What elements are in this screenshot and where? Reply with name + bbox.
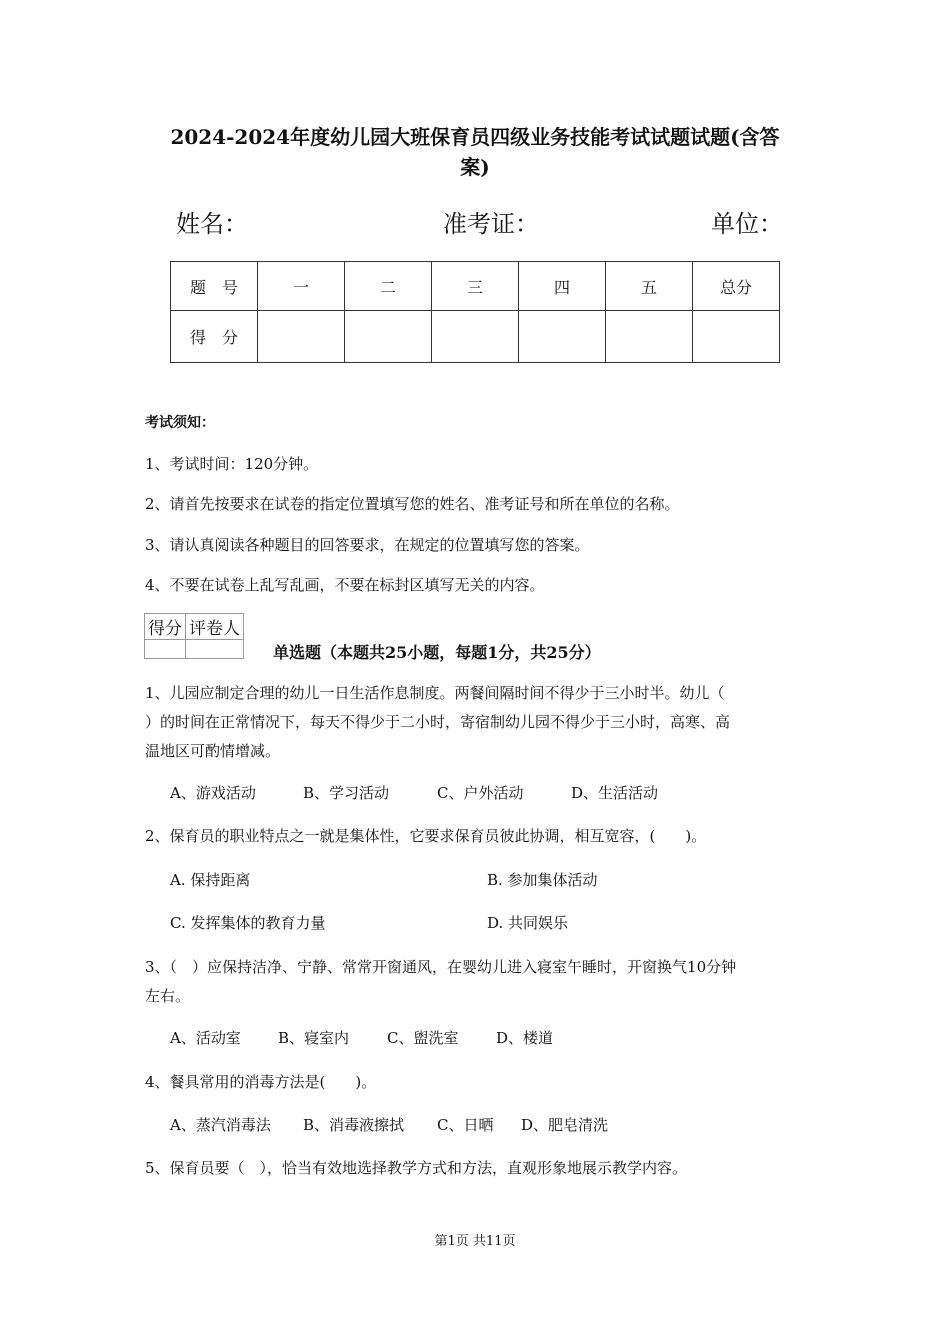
score-table-cell: 三	[432, 262, 519, 311]
score-table-cell: 一	[258, 262, 345, 311]
score-table-cell: 五	[606, 262, 693, 311]
score-table-cell: 二	[345, 262, 432, 311]
page-footer: 第1页 共11页	[434, 1234, 516, 1249]
score-input-cell[interactable]	[258, 311, 345, 363]
score-table-cell: 总分	[693, 262, 780, 311]
question-1-line: 温地区可酌情增减。	[145, 742, 281, 760]
grader-score-cell[interactable]	[145, 640, 186, 659]
question-5-line: 5、保育员要（ ），恰当有效地选择教学方式和方法，直观形象地展示教学内容。	[145, 1159, 688, 1177]
score-table-cell: 题 号	[171, 262, 258, 311]
grader-box	[144, 613, 244, 659]
score-table-cell: 四	[519, 262, 606, 311]
question-3-option-a[interactable]: A、活动室	[170, 1029, 241, 1047]
section-title: 单选题（本题共25小题，每题1分，共25分）	[273, 643, 601, 662]
score-input-cell[interactable]	[693, 311, 780, 363]
question-3-option-d[interactable]: D、楼道	[496, 1029, 554, 1047]
question-4-option-a[interactable]: A、蒸汽消毒法	[170, 1116, 271, 1134]
question-1-option-b[interactable]: B、学习活动	[303, 784, 390, 802]
question-1-option-c[interactable]: C、户外活动	[437, 784, 524, 802]
unit-field-label: 单位：	[711, 210, 783, 238]
score-table-header-row	[171, 262, 780, 311]
page-title-line2: 案)	[460, 155, 490, 179]
question-1-option-a[interactable]: A、游戏活动	[170, 784, 256, 802]
notice-item: 3、请认真阅读各种题目的回答要求，在规定的位置填写您的答案。	[145, 536, 590, 554]
grader-name-cell[interactable]	[186, 640, 244, 659]
grader-name-label: 评卷人	[186, 614, 244, 640]
question-2-option-b[interactable]: B. 参加集体活动	[487, 871, 598, 889]
score-input-cell[interactable]	[606, 311, 693, 363]
question-2-line: 2、保育员的职业特点之一就是集体性，它要求保育员彼此协调，相互宽容，( )。	[145, 827, 707, 845]
notice-item: 1、考试时间：120分钟。	[145, 455, 319, 473]
question-3-line: 3、（ ）应保持洁净、宁静、常常开窗通风，在婴幼儿进入寝室午睡时，开窗换气10分钟	[145, 958, 737, 976]
question-4-option-d[interactable]: D、肥皂清洗	[521, 1116, 609, 1134]
ticket-field-label: 准考证：	[443, 210, 539, 238]
question-1-line: ）的时间在正常情况下，每天不得少于二小时，寄宿制幼儿园不得少于三小时，高寒、高	[145, 713, 731, 731]
question-2-option-d[interactable]: D. 共同娱乐	[487, 914, 569, 932]
notice-item: 2、请首先按要求在试卷的指定位置填写您的姓名、准考证号和所在单位的名称。	[145, 495, 680, 513]
question-4-option-c[interactable]: C、日晒	[437, 1116, 494, 1134]
question-2-option-a[interactable]: A. 保持距离	[170, 871, 251, 889]
question-3-option-b[interactable]: B、寝室内	[278, 1029, 350, 1047]
score-table-score-row	[171, 311, 780, 363]
name-field-label: 姓名：	[176, 210, 248, 238]
question-3-line: 左右。	[145, 987, 191, 1005]
question-1-option-d[interactable]: D、生活活动	[571, 784, 659, 802]
score-input-cell[interactable]	[345, 311, 432, 363]
grader-score-label: 得分	[145, 614, 186, 640]
notice-heading: 考试须知：	[145, 415, 215, 431]
question-4-line: 4、餐具常用的消毒方法是( )。	[145, 1073, 377, 1091]
question-2-option-c[interactable]: C. 发挥集体的教育力量	[170, 914, 326, 932]
question-4-option-b[interactable]: B、消毒液擦拭	[303, 1116, 405, 1134]
score-table-cell: 得 分	[171, 311, 258, 363]
notice-item: 4、不要在试卷上乱写乱画，不要在标封区填写无关的内容。	[145, 576, 545, 594]
question-3-option-c[interactable]: C、盥洗室	[387, 1029, 459, 1047]
score-input-cell[interactable]	[432, 311, 519, 363]
page-title-line1: 2024-2024年度幼儿园大班保育员四级业务技能考试试题试题(含答	[170, 125, 780, 149]
question-1-line: 1、儿园应制定合理的幼儿一日生活作息制度。两餐间隔时间不得少于三小时半。幼儿（	[145, 684, 725, 702]
score-input-cell[interactable]	[519, 311, 606, 363]
score-table	[170, 261, 780, 363]
